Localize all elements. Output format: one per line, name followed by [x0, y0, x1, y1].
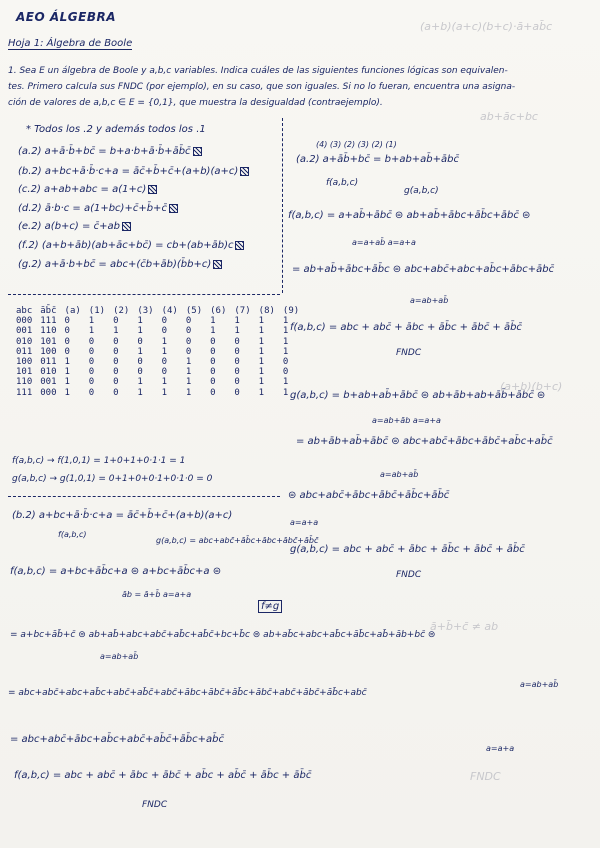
- truth-table-cell: 1: [258, 357, 265, 368]
- truth-table-cell: 0: [161, 367, 168, 378]
- truth-table-cell: 1: [258, 367, 265, 378]
- derivation-f-line-1: f(a,b,c) = a+ab̄+ābc̄ ⊜ ab+ab̄+ābc+āb̄c+ābc̄ ⊜: [288, 210, 531, 221]
- truth-table-cell: 101: [40, 336, 57, 347]
- fndc-g-label: FNDC: [396, 570, 422, 580]
- truth-table-row: [12, 316, 303, 326]
- truth-table-cell: 0: [282, 367, 289, 378]
- truth-table-cell: 101: [16, 367, 33, 378]
- truth-table-header-cell: (8): [258, 306, 275, 316]
- truth-table-cell: 1: [137, 387, 143, 398]
- truth-table-cell: 110: [16, 377, 33, 388]
- truth-table-cell: 010: [16, 336, 33, 347]
- label-g-b2: g(a,b,c) = abc+abc̄+āb̄c+ābc+ābc̄+āb̄c̄: [156, 536, 319, 545]
- label-f: f(a,b,c): [326, 178, 359, 188]
- truth-table-cell: 0: [137, 336, 143, 347]
- truth-table-cell: 0: [210, 387, 216, 398]
- truth-table-cell: 1: [137, 346, 143, 357]
- truth-table-cell: 0: [113, 357, 119, 368]
- derivation-f-note-1: a=a+ab̄ a=a+a: [352, 238, 416, 247]
- truth-table-header-cell: (5): [185, 306, 203, 316]
- bleed-through-text: (a+b)(b+c): [500, 380, 563, 393]
- truth-table-cell: 0: [210, 336, 216, 347]
- selection-note: * Todos los .2 y además todos los .1: [26, 124, 206, 135]
- truth-table-cell: 0: [161, 316, 168, 327]
- function-g2: (g.2) a+ā·b+bc̄ = abc+(c̄b+āb)(b̄b+c): [18, 259, 222, 270]
- truth-table-cell: 100: [40, 346, 57, 357]
- truth-table-cell: 1: [185, 377, 192, 388]
- truth-table-cell: 100: [16, 357, 33, 368]
- truth-table-cell: 0: [88, 336, 95, 347]
- truth-table-cell: 0: [113, 316, 119, 327]
- truth-table-cell: 0: [113, 387, 119, 398]
- truth-table-cell: 0: [210, 377, 216, 388]
- truth-table-cell: 000: [16, 316, 33, 327]
- truth-table-cell: 110: [40, 326, 57, 337]
- truth-table-cell: 0: [210, 346, 216, 357]
- truth-table-cell: 011: [40, 357, 57, 368]
- truth-table-cell: 1: [282, 336, 289, 347]
- truth-table-row: [12, 388, 303, 398]
- derivation-g-line-2: = ab+āb+ab̄+ābc̄ ⊜ abc+abc̄+ābc+ābc̄+ab̄c+ab̄c̄: [296, 436, 553, 447]
- section-divider: [8, 294, 280, 295]
- truth-table-cell: 1: [64, 377, 70, 388]
- truth-table-cell: 0: [282, 357, 289, 368]
- truth-table-row: [12, 357, 303, 367]
- truth-table-header-cell: (9): [282, 306, 300, 316]
- truth-table-header-cell: (3): [137, 306, 154, 316]
- truth-table-cell: 0: [113, 346, 119, 357]
- truth-table-cell: 1: [258, 316, 265, 327]
- truth-table-cell: 0: [234, 357, 240, 368]
- derivation-bottom-note-2: a=ab+ab̄: [100, 652, 139, 661]
- truth-table-cell: 1: [282, 387, 289, 398]
- truth-table-cell: 1: [234, 326, 240, 337]
- problem-line-1: 1. Sea E un álgebra de Boole y a,b,c variables. Indica cuáles de las siguientes funciones lógicas son equivalen-: [8, 66, 508, 76]
- truth-table-header-cell: (a): [64, 306, 81, 316]
- derivation-f-line-2: = ab+ab̄+ābc+āb̄c ⊜ abc+abc̄+abc+ab̄c+ābc+ābc̄: [292, 264, 555, 275]
- truth-table-row: [12, 377, 303, 387]
- truth-table-cell: 1: [258, 387, 265, 398]
- truth-table-cell: 1: [258, 377, 265, 388]
- fndc-g: g(a,b,c) = abc + abc̄ + ābc + āb̄c + ābc̄ + āb̄c̄: [290, 544, 525, 555]
- derivation-f-note-2: a=ab+ab̄: [410, 296, 449, 305]
- term-numbers: (4) (3) (2) (3) (2) (1): [316, 140, 397, 149]
- truth-table-cell: 1: [282, 377, 289, 388]
- truth-table-header-cell: (6): [210, 306, 227, 316]
- truth-table-cell: 0: [234, 377, 240, 388]
- truth-table-cell: 111: [40, 316, 57, 327]
- truth-table-header-cell: (4): [161, 306, 178, 316]
- truth-table-cell: 1: [185, 387, 192, 398]
- truth-table-cell: 000: [40, 387, 57, 398]
- derivation-bottom-4: = abc+abc̄+ābc+ab̄c+abc̄+ab̄c̄+āb̄c+ab̄c̄: [10, 734, 224, 745]
- truth-table-cell: 1: [210, 316, 216, 327]
- derivation-bottom-2: = a+bc+āb̄+c̄ ⊜ ab+ab̄+abc+abc̄+ab̄c+ab̄c̄+bc+b̄c ⊜ ab+ab̄c+abc+ab̄c+āb̄c+ab̄+āb+bc̄ ⊜: [10, 630, 436, 640]
- fndc-bottom: f(a,b,c) = abc + abc̄ + ābc + ābc̄ + ab̄c + ab̄c̄ + āb̄c + āb̄c̄: [14, 770, 312, 781]
- inequality-note: f≠g: [258, 600, 282, 613]
- truth-table-cell: 1: [137, 316, 143, 327]
- evaluation-g: g(a,b,c) → g(1,0,1) = 0+1+0+0·1+0·1·0 = 0: [12, 474, 213, 484]
- truth-table-row: [12, 326, 303, 336]
- truth-table-cell: 1: [258, 336, 265, 347]
- truth-table-cell: 1: [137, 377, 143, 388]
- truth-table-header-cell: āb̄c̄: [40, 306, 57, 316]
- function-e2: (e.2) a(b+c) = c̄+ab: [18, 221, 131, 232]
- truth-table-cell: 0: [113, 377, 119, 388]
- truth-table-cell: 0: [88, 357, 95, 368]
- truth-table-row: [12, 367, 303, 377]
- truth-table-cell: 0: [210, 367, 216, 378]
- column-divider: [282, 118, 283, 293]
- truth-table-cell: 1: [282, 346, 289, 357]
- truth-table-cell: 1: [64, 367, 70, 378]
- label-g: g(a,b,c): [404, 186, 439, 196]
- equation-a2: (a.2) a+āb̄+bc̄ = b+ab+ab̄+ābc̄: [296, 154, 460, 165]
- bleed-through-text: FNDC: [470, 770, 501, 783]
- truth-table-cell: 0: [210, 357, 216, 368]
- truth-table-cell: 010: [40, 367, 57, 378]
- truth-table-cell: 1: [282, 316, 289, 327]
- label-f-b2: f(a,b,c): [58, 530, 87, 539]
- function-c2: (c.2) a+ab+abc = a(1+c): [18, 184, 157, 195]
- bleed-through-text: (a+b)(a+c)(b+c)·ā+ab̄c: [420, 20, 553, 33]
- truth-table-cell: 1: [185, 367, 192, 378]
- truth-table-cell: 1: [88, 316, 95, 327]
- truth-table-cell: 0: [113, 336, 119, 347]
- truth-table-cell: 111: [16, 387, 33, 398]
- derivation-g-note-3: a=a+a: [290, 518, 319, 527]
- truth-table-cell: 1: [161, 387, 168, 398]
- section-divider: [8, 496, 280, 497]
- problem-line-2: tes. Primero calcula sus FNDC (por ejemplo), en su caso, que son iguales. Si no lo fueran, encuentra una asigna-: [8, 82, 516, 92]
- derivation-g-note-1: a=ab+āb a=a+a: [372, 416, 441, 425]
- function-b2: (b.2) a+bc+ā·b̄·c+a = āc̄+b̄+c̄+(a+b)(a+c): [18, 166, 249, 177]
- truth-table-cell: 0: [88, 377, 95, 388]
- truth-table-header-cell: (1): [88, 306, 106, 316]
- truth-table-cell: 0: [185, 336, 192, 347]
- bleed-through-text: ab+āc+bc: [480, 110, 538, 123]
- derivation-bottom-note-4: a=a+a: [486, 744, 515, 753]
- truth-table-header-cell: (2): [113, 306, 130, 316]
- truth-table-cell: 0: [234, 387, 240, 398]
- truth-table-cell: 1: [282, 326, 289, 337]
- truth-table-cell: 0: [185, 346, 192, 357]
- truth-table-header-cell: abc: [16, 306, 33, 316]
- truth-table: [12, 306, 303, 398]
- truth-table-cell: 1: [137, 326, 143, 337]
- sheet-title: Hoja 1: Álgebra de Boole: [8, 38, 133, 49]
- course-title: AEO ÁLGEBRA: [16, 10, 117, 24]
- truth-table-cell: 1: [64, 387, 70, 398]
- truth-table-cell: 1: [258, 326, 265, 337]
- derivation-bottom-note-1: āb = ā+b̄ a=a+a: [122, 590, 192, 599]
- truth-table-cell: 1: [113, 326, 119, 337]
- truth-table-cell: 0: [137, 367, 143, 378]
- fndc-f-label: FNDC: [396, 348, 422, 358]
- function-a2: (a.2) a+ā·b̄+bc̄ = b+a·b+ā·b̄+āb̄c̄: [18, 146, 202, 157]
- truth-table-cell: 0: [234, 346, 240, 357]
- truth-table-cell: 0: [161, 326, 168, 337]
- truth-table-cell: 1: [161, 377, 168, 388]
- derivation-g-line-3: ⊜ abc+abc̄+ābc+ābc̄+āb̄c+āb̄c̄: [288, 490, 450, 501]
- truth-table-cell: 0: [64, 316, 70, 327]
- truth-table-cell: 1: [64, 357, 70, 368]
- bleed-through-text: ā+b̄+c̄ ≠ ab: [430, 620, 499, 633]
- truth-table-cell: 1: [210, 326, 216, 337]
- truth-table-cell: 0: [64, 346, 70, 357]
- function-f2: (f.2) (a+b+āb)(ab+āc+bc̄) = cb+(ab+āb)c: [18, 240, 244, 251]
- truth-table-cell: 0: [137, 357, 143, 368]
- truth-table-cell: 1: [258, 346, 265, 357]
- truth-table-row: [12, 337, 303, 347]
- fndc-bottom-label: FNDC: [142, 800, 168, 810]
- truth-table-cell: 1: [88, 326, 95, 337]
- problem-line-3: ción de valores de a,b,c ∈ E = {0,1}, que muestra la desigualdad (contraejemplo).: [8, 98, 383, 108]
- derivation-g-note-2: a=ab+ab̄: [380, 470, 419, 479]
- truth-table-cell: 001: [16, 326, 33, 337]
- truth-table-row: [12, 347, 303, 357]
- fndc-f: f(a,b,c) = abc + abc̄ + ābc + āb̄c + ābc̄ + āb̄c̄: [290, 322, 522, 333]
- truth-table-cell: 1: [161, 346, 168, 357]
- evaluation-f: f(a,b,c) → f(1,0,1) = 1+0+1+0·1·1 = 1: [12, 456, 186, 466]
- truth-table-cell: 001: [40, 377, 57, 388]
- derivation-bottom-note-3: a=ab+ab̄: [520, 680, 559, 689]
- truth-table-cell: 1: [185, 357, 192, 368]
- truth-table-cell: 1: [161, 336, 168, 347]
- truth-table-cell: 0: [161, 357, 168, 368]
- function-d2: (d.2) ā·b·c = a(1+bc)+c̄+b̄+c̄: [18, 203, 178, 214]
- derivation-bottom-3: = abc+abc̄+abc+ab̄c+abc̄+ab̄c̄+abc̄+ābc+ābc̄+āb̄c+ābc̄+abc̄+ābc̄+āb̄c+abc̄: [8, 688, 367, 698]
- derivation-g-line-1: g(a,b,c) = b+ab+ab̄+ābc̄ ⊜ ab+āb+ab+āb̄+ābc̄ ⊜: [290, 390, 546, 401]
- truth-table-cell: 0: [185, 316, 192, 327]
- truth-table-cell: 0: [64, 326, 70, 337]
- truth-table-cell: 0: [113, 367, 119, 378]
- truth-table-cell: 0: [234, 336, 240, 347]
- truth-table-cell: 1: [234, 316, 240, 327]
- truth-table-cell: 0: [88, 367, 95, 378]
- truth-table-cell: 0: [185, 326, 192, 337]
- truth-table-header-cell: (7): [234, 306, 251, 316]
- truth-table-cell: 011: [16, 346, 33, 357]
- truth-table-cell: 0: [64, 336, 70, 347]
- equation-b2: (b.2) a+bc+ā·b̄·c+a = āc̄+b̄+c̄+(a+b)(a+c): [12, 510, 233, 521]
- truth-table-cell: 0: [88, 387, 95, 398]
- derivation-bottom-1: f(a,b,c) = a+bc+āb̄c+a ⊜ a+bc+āb̄c+a ⊜: [10, 566, 222, 577]
- truth-table-cell: 0: [88, 346, 95, 357]
- truth-table-cell: 0: [234, 367, 240, 378]
